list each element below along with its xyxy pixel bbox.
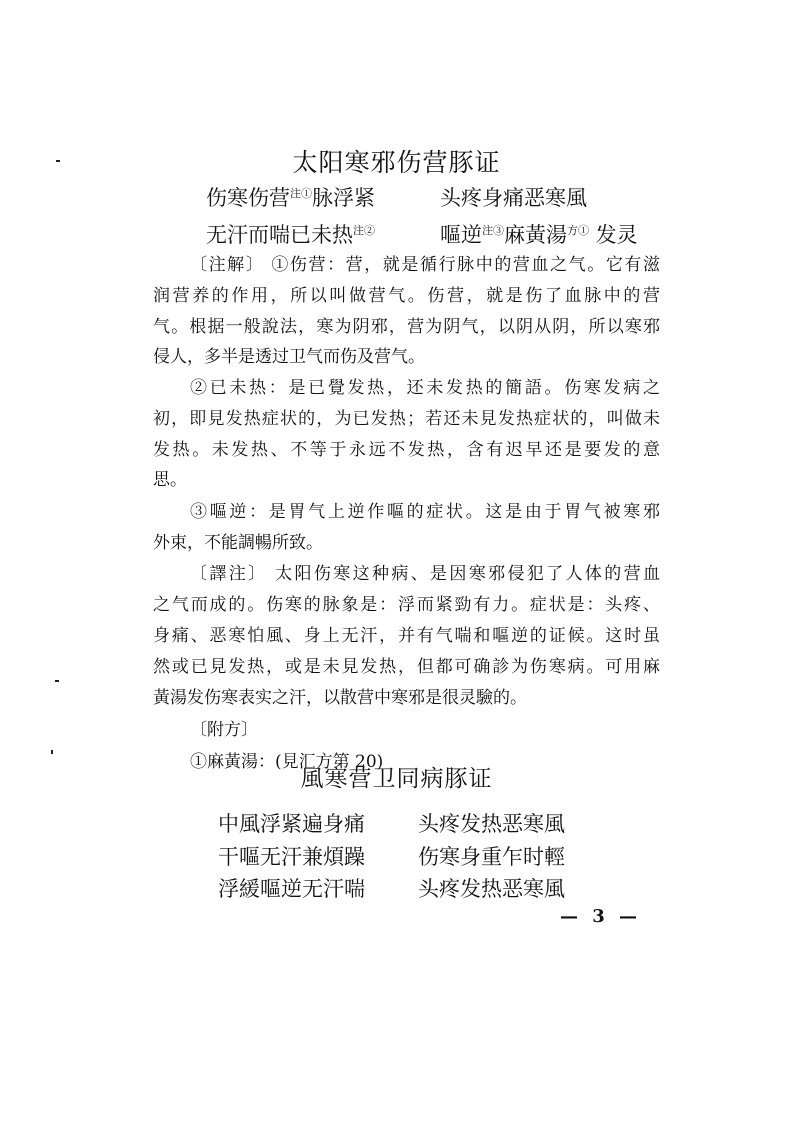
section-title: 風寒营卫同病豚证 xyxy=(300,766,493,792)
verse-line: 伤寒伤营$^{注①}$脉浮紧 xyxy=(206,186,375,210)
verse-line: 嘔逆$^{注③}$麻黃湯$^{方①}$ 发灵 xyxy=(440,223,638,247)
body-text-line: 思。 xyxy=(153,470,187,490)
verse-line: 头疼发热恶寒風 xyxy=(418,877,565,901)
body-text-line: 之气而成的。伤寒的脉象是：浮而紧勁有力。症状是：头疼、 xyxy=(153,595,660,615)
verse-line: 干嘔无汗兼煩躁 xyxy=(218,845,365,869)
scan-speck xyxy=(55,680,59,682)
body-text-line: ③嘔逆：是胃气上逆作嘔的症状。这是由于胃气被寒邪 xyxy=(190,502,660,522)
verse-line: 伤寒身重乍时輕 xyxy=(418,845,565,869)
verse-line: 头疼发热恶寒風 xyxy=(418,812,565,836)
body-text-line: 侵人，多半是透过卫气而伤及营气。 xyxy=(153,347,425,367)
body-text-line: 〔注解〕 ①伤营：营，就是循行脉中的营血之气。它有滋 xyxy=(190,255,660,275)
section-title: 太阳寒邪伤营豚证 xyxy=(292,148,501,177)
body-text-line: 外束，不能調暢所致。 xyxy=(153,533,323,553)
body-text-line: 黃湯发伤寒表实之汗，以散营中寒邪是很灵驗的。 xyxy=(153,688,527,708)
verse-line: 头疼身痛恶寒風 xyxy=(440,186,587,210)
body-text-line: 发热。未发热、不等于永远不发热，含有迟早还是要发的意 xyxy=(153,440,660,460)
verse-line: 无汗而喘已未热$^{注②}$ xyxy=(206,223,375,247)
body-text-line: 〔譯注〕 太阳伤寒这种病、是因寒邪侵犯了人体的营血 xyxy=(190,564,660,584)
body-text-line: ②已未热：是已覺发热，还未发热的簡語。伤寒发病之 xyxy=(190,378,660,398)
body-text-line: 初，即見发热症状的，为已发热；若还未見发热症状的，叫做未 xyxy=(153,409,660,429)
body-text-line: 气。根据一般說法，寒为阴邪，营为阴气，以阴从阴，所以寒邪 xyxy=(153,317,660,337)
body-text-line: 然或已見发热，或是未見发热，但都可确診为伤寒病。可用麻 xyxy=(153,657,660,677)
verse-line: 中風浮紧遍身痛 xyxy=(218,812,365,836)
body-text-line: 润营养的作用，所以叫做营气。伤营，就是伤了血脉中的营 xyxy=(153,286,660,306)
scan-speck xyxy=(51,750,53,754)
body-text-line: 〔附方〕 xyxy=(190,720,258,740)
body-text-line: 身痛、恶寒怕風、身上无汗，并有气喘和嘔逆的证候。这时虽 xyxy=(153,626,660,646)
body-text-line: ①麻黃湯：(見汇方第 20) xyxy=(190,752,384,772)
verse-line: 浮緩嘔逆无汗喘 xyxy=(218,877,365,901)
page-number: — 3 — xyxy=(560,906,642,927)
